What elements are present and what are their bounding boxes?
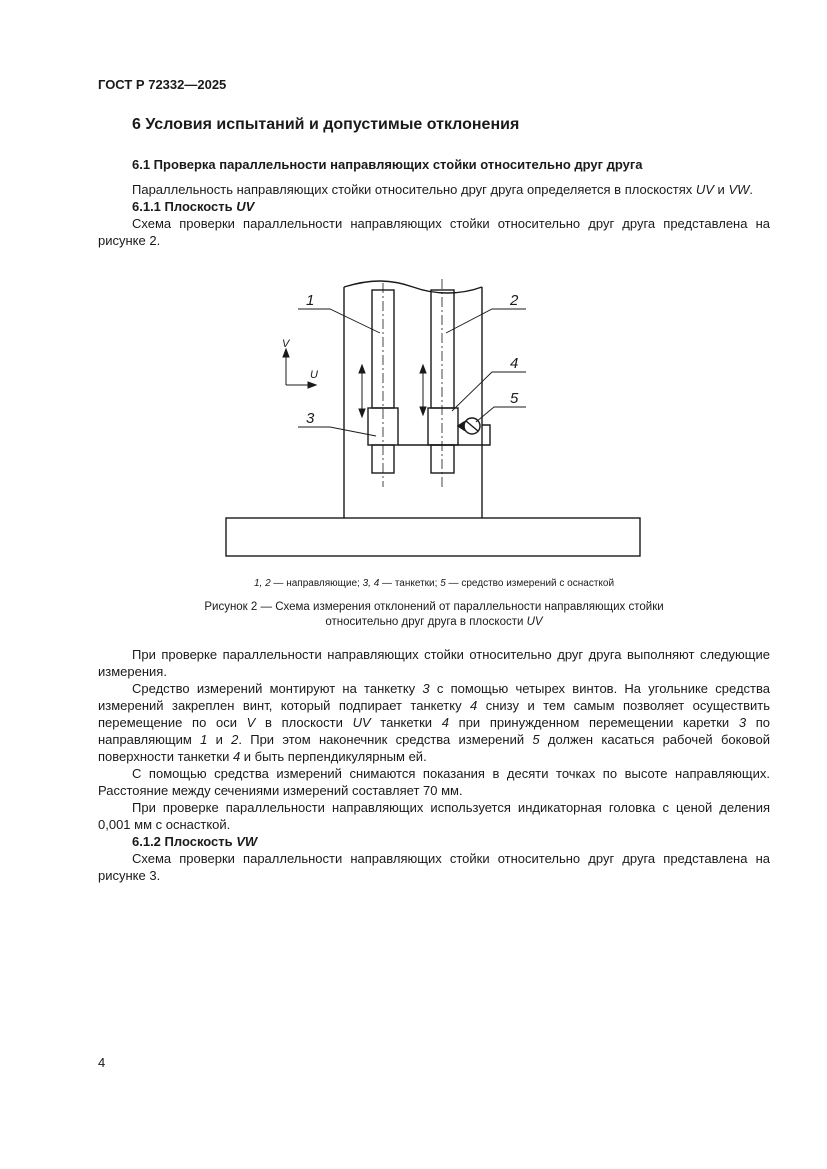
- legend-pos-1: 1, 2: [253, 578, 271, 589]
- figure-label-2: 2: [510, 292, 519, 309]
- document-code: ГОСТ Р 72332—2025: [98, 77, 227, 92]
- legend-text-3: — средство измерений с оснасткой: [445, 578, 615, 589]
- paragraph-indicator: При проверке параллельности направляющих используется индикаторная головка с ценой деления 0,001 мм с оснасткой.: [98, 800, 770, 832]
- leader-2: [446, 309, 526, 333]
- ref: 3: [738, 715, 747, 730]
- text: снизу и тем самым позволяет осуществить перемещение по оси: [98, 698, 770, 730]
- text: с помощью четырех винтов. На угольнике средства измерений закреплен винт, который подпирает танкетку: [98, 681, 770, 713]
- paragraph-readings: С помощью средства измерений снимаются показания в десяти точках по высоте направляющих. Расстояние между сечениями измерений составляет 70 мм.: [98, 766, 770, 798]
- leader-5: [476, 407, 526, 422]
- column-break-line: [344, 281, 482, 293]
- heading-plane: UV: [236, 199, 255, 214]
- base-plate: [226, 518, 640, 556]
- section-title: 6 Условия испытаний и допустимые отклонения: [132, 116, 520, 133]
- legend-text-1: — направляющие;: [270, 578, 363, 589]
- text: и: [713, 182, 729, 197]
- heading-plane: VW: [236, 834, 258, 849]
- plane-vw: VW: [728, 182, 750, 197]
- heading-6-1: 6.1 Проверка параллельности направляющих стойки относительно друг друга: [132, 157, 643, 172]
- paragraph-measurements: При проверке параллельности направляющих стойки относительно друг друга выполняют следующие измерения.: [98, 647, 770, 679]
- guide-2: [431, 290, 454, 408]
- leader-3: [298, 427, 376, 436]
- measurement-description: [98, 646, 770, 884]
- caption-line-1: Рисунок 2 — Схема измерения отклонений от параллельности направляющих стойки: [204, 601, 664, 613]
- paragraph-scheme-ref: Схема проверки параллельности направляющих стойки относительно друг друга представлена на рисунке 2.: [98, 216, 770, 248]
- guide-2-lower: [431, 445, 454, 473]
- figure-label-5: 5: [510, 390, 519, 407]
- ref: 4: [441, 715, 449, 730]
- section-6-1: [98, 156, 770, 249]
- ref: 1: [200, 732, 208, 747]
- text: . При этом наконечник средства измерений: [238, 732, 533, 747]
- paragraph-scheme-ref-3: Схема проверки параллельности направляющих стойки относительно друг друга представлена на рисунке 3.: [98, 851, 770, 883]
- text: в плоскости: [255, 715, 353, 730]
- figure-legend: [98, 578, 770, 589]
- heading-6-1-2: [98, 833, 770, 850]
- instrument-bracket: [398, 425, 490, 445]
- text: танкетки: [370, 715, 442, 730]
- text: и: [207, 732, 232, 747]
- figure-caption: [98, 600, 770, 630]
- heading-number: 6.1.2 Плоскость: [132, 834, 237, 849]
- ref: 3: [422, 681, 430, 696]
- text: .: [749, 182, 754, 197]
- figure-label-4: 4: [510, 355, 519, 372]
- ref: 5: [532, 732, 540, 747]
- heading-6-1-1: [98, 198, 770, 215]
- heading-number: 6.1.1 Плоскость: [132, 199, 237, 214]
- tankette-4: [428, 408, 458, 445]
- plane-uv: UV: [695, 182, 714, 197]
- caption-text: относительно друг друга в плоскости: [325, 616, 527, 628]
- figure-label-1: 1: [306, 292, 315, 309]
- figure-2-diagram: [220, 275, 645, 565]
- text: по направляющим: [98, 715, 771, 747]
- text: при принужденном перемещении каретки: [448, 715, 739, 730]
- text: должен касаться рабочей боковой поверхности танкетки: [98, 732, 770, 764]
- text: и быть перпендикулярным ей.: [240, 749, 427, 764]
- leader-1: [298, 309, 380, 333]
- ref: 4: [232, 749, 241, 764]
- axis-u-label: U: [310, 369, 318, 381]
- axis-v-label: V: [282, 338, 290, 350]
- paragraph-planes: [98, 181, 770, 198]
- text: Средство измерений монтируют на танкетку: [132, 681, 423, 696]
- page-number: 4: [98, 1055, 106, 1070]
- caption-line-2: [98, 615, 770, 630]
- text: Параллельность направляющих стойки относительно друг друга определяется в плоскостях: [132, 182, 696, 197]
- figure-label-3: 3: [306, 410, 315, 427]
- ref: 4: [470, 698, 478, 713]
- legend-pos-3: 5: [440, 578, 446, 589]
- ref: 2: [231, 732, 239, 747]
- ref: UV: [352, 715, 371, 730]
- legend-pos-2: 3, 4: [362, 578, 380, 589]
- paragraph-mounting: [98, 680, 770, 765]
- legend-text-2: — танкетки;: [379, 578, 441, 589]
- ref: V: [246, 715, 256, 730]
- caption-plane: UV: [526, 616, 543, 628]
